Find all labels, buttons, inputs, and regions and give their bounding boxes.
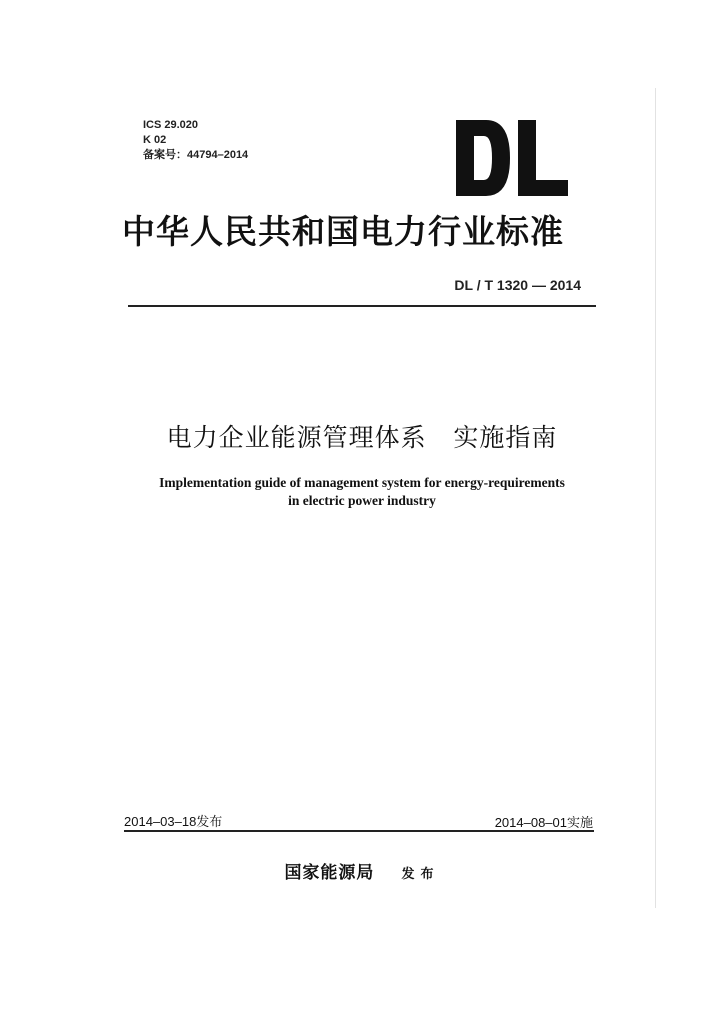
classification-block [143,118,248,163]
standard-number: DL / T 1320 — 2014 [454,277,581,293]
dl-logo [452,118,570,202]
ics-code: ICS 29.020 [143,119,199,131]
standard-body-title: 中华人民共和国电力行业标准 [122,212,564,251]
issuer-name: 国家能源局 [284,863,375,883]
document-title-english [0,474,724,510]
issuer-line [0,858,724,883]
header-divider [128,305,596,307]
publish-date: 2014–03–18发布 [124,814,223,829]
english-title-line-1: Implementation guide of management system for energy-requirements [159,475,565,490]
footer-divider [124,830,594,832]
document-title-chinese: 电力企业能源管理体系 实施指南 [166,423,558,452]
english-title-line-2: in electric power industry [288,493,436,508]
category-code: K 02 [143,134,167,146]
filing-number: 备案号：44794–2014 [143,149,249,161]
implementation-date: 2014–08–01实施 [494,815,593,830]
issuer-action: 发布 [401,867,440,882]
